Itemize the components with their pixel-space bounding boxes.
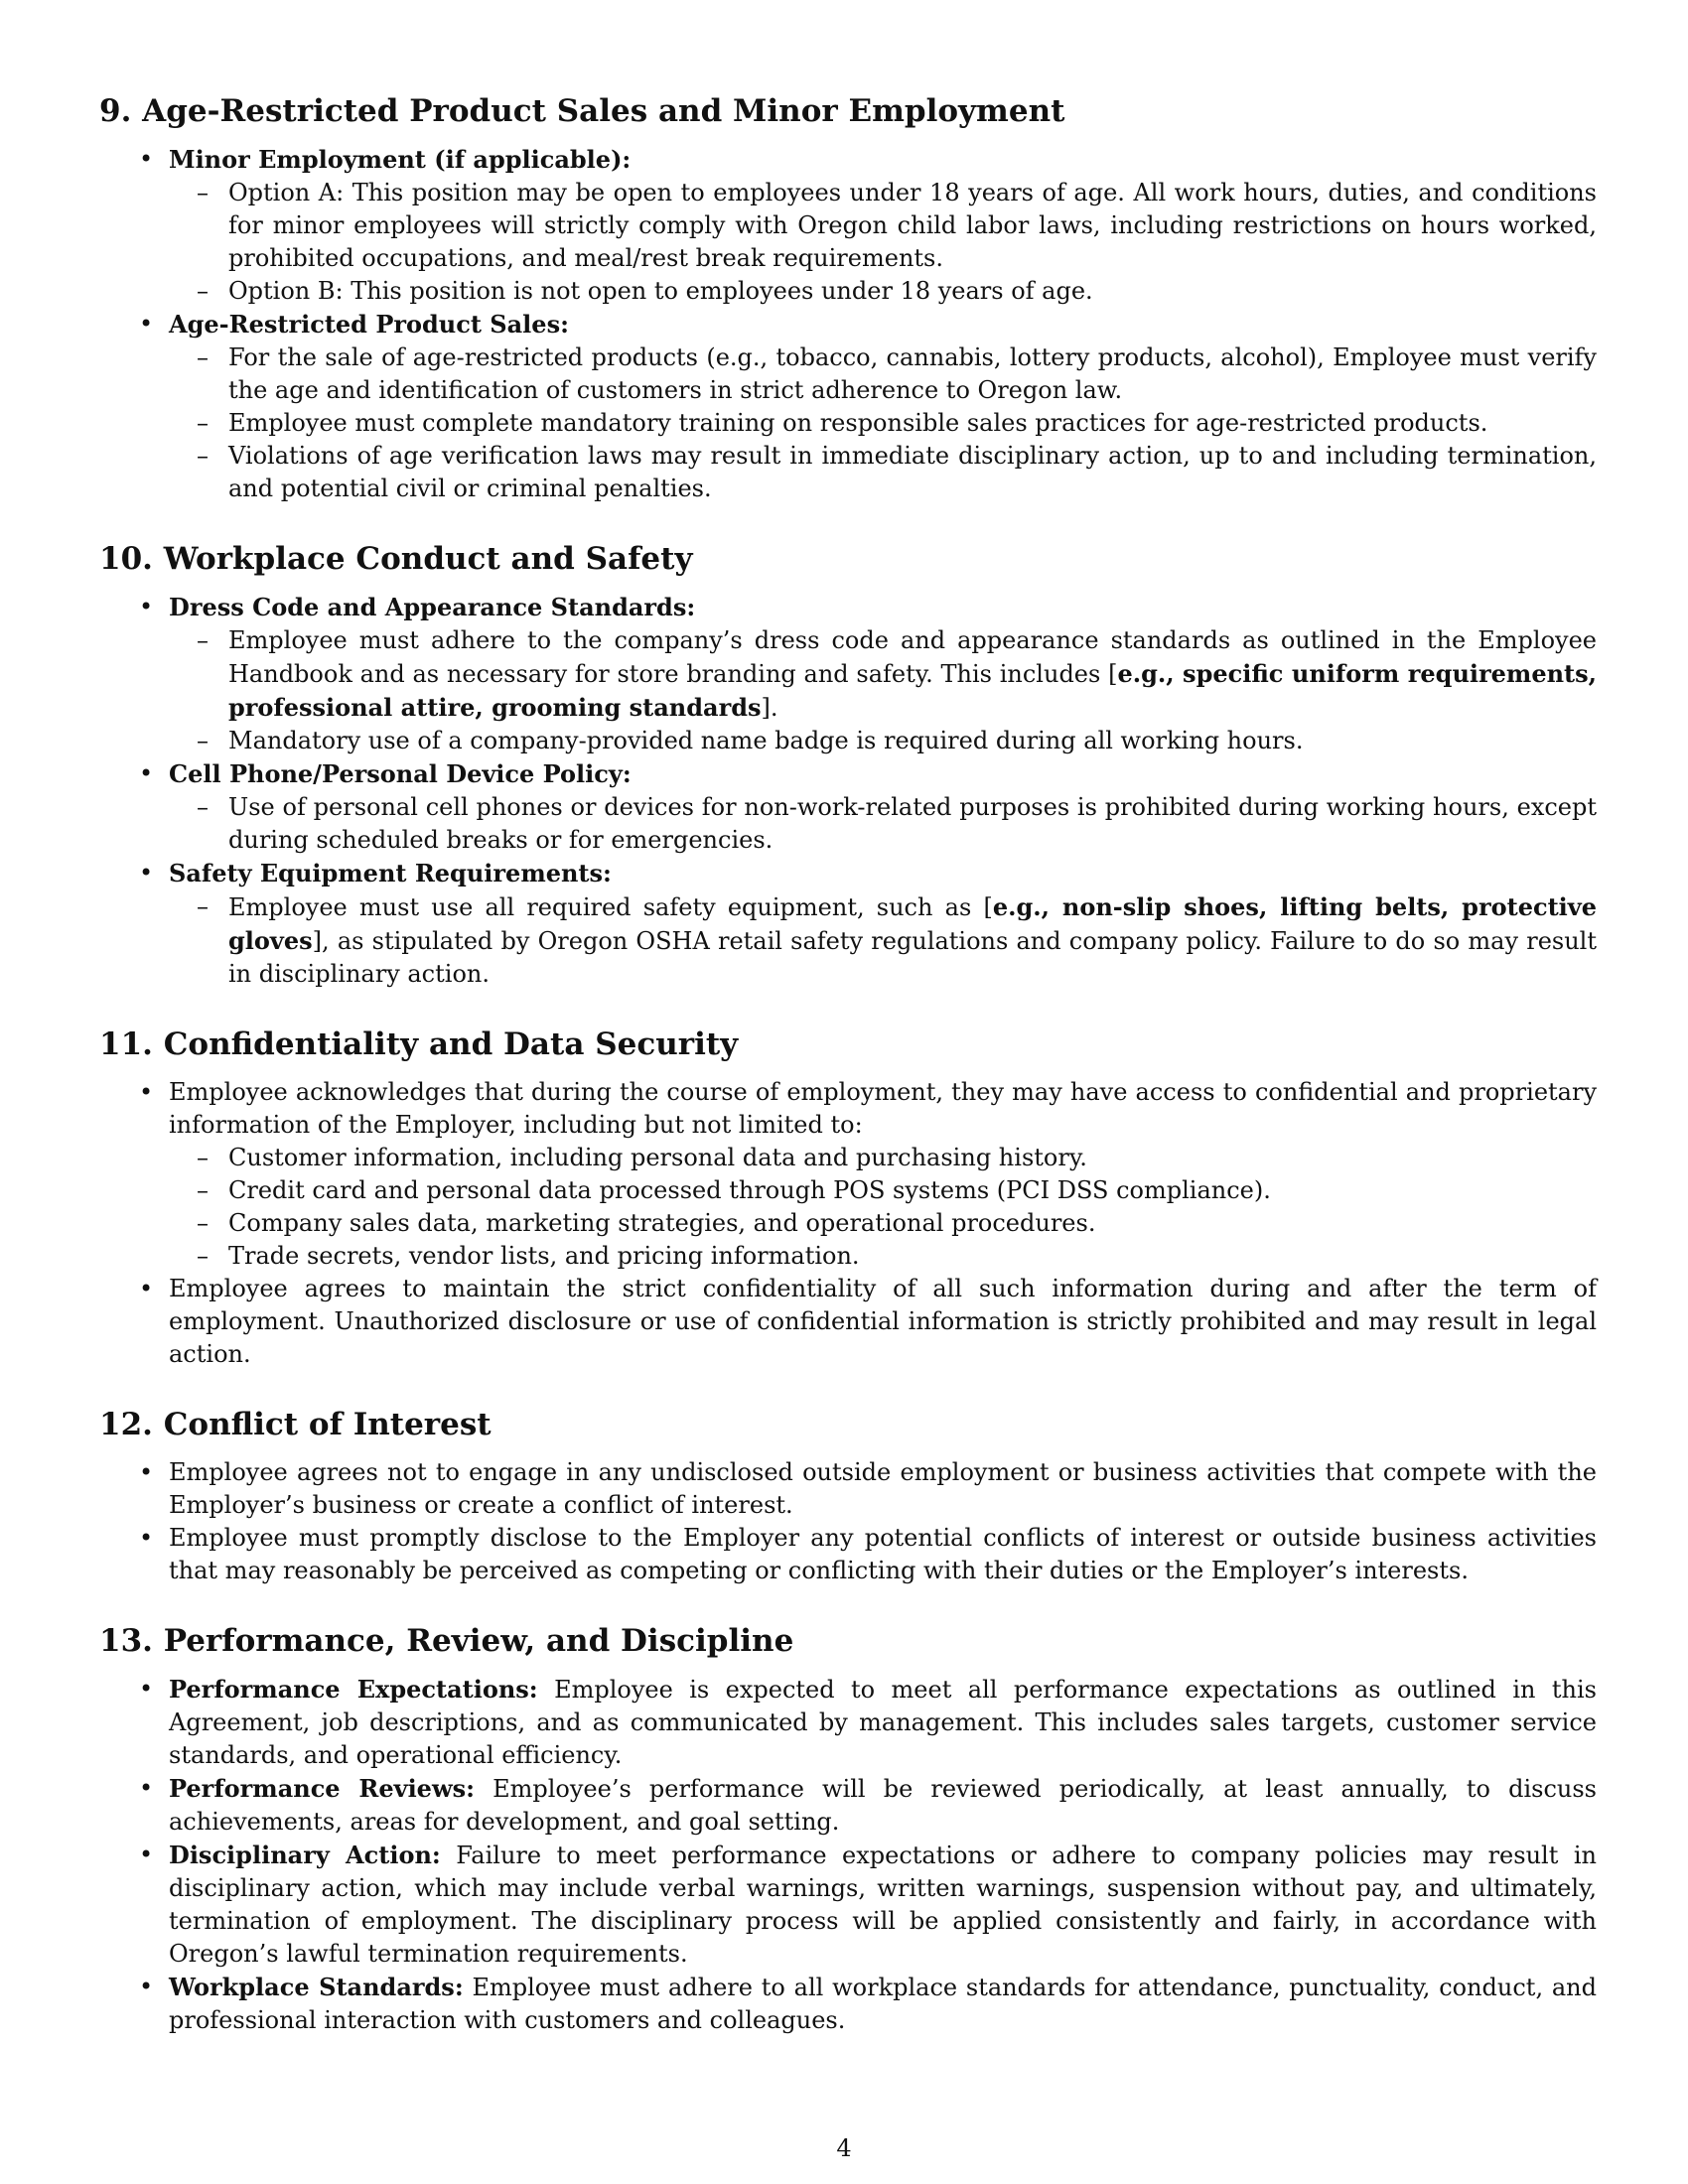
list-item — [169, 591, 1597, 757]
text-span: ], as stipulated by Oregon OSHA retail safety regulations and company policy. Failure to do so may result in disciplinary action. — [228, 927, 1597, 988]
item-label: Workplace Standards: — [169, 1973, 464, 2001]
section-12-list — [99, 1456, 1597, 1587]
section-13-heading: 13. Performance, Review, and Discipline — [99, 1623, 794, 1659]
sub-list — [169, 177, 1597, 308]
list-item — [169, 1076, 1597, 1273]
sub-list-item: – Customer information, including personal data and purchasing history. — [228, 1142, 1597, 1174]
sub-list — [169, 341, 1597, 505]
list-item — [169, 308, 1597, 505]
sub-list-item — [228, 624, 1597, 725]
item-label: Age-Restricted Product Sales: — [169, 310, 569, 339]
list-item: • Employee agrees not to engage in any undisclosed outside employment or business activities that compete with the Employer’s business or create a conflict of interest. — [169, 1456, 1597, 1522]
item-label: Performance Reviews: — [169, 1774, 475, 1803]
sub-list-item: – Employee must complete mandatory training on responsible sales practices for age-restricted products. — [228, 407, 1597, 440]
text-span: Employee must use all required safety equipment, such as [ — [228, 893, 993, 921]
intro-text: Employee acknowledges that during the course of employment, they may have access to confidential and proprietary information of the Employer, including but not limited to: — [169, 1078, 1597, 1139]
sub-list-item: – Trade secrets, vendor lists, and pricing information. — [228, 1240, 1597, 1273]
section-11-heading: 11. Confidentiality and Data Security — [99, 1026, 739, 1062]
list-item: • Employee agrees to maintain the strict confidentiality of all such information during and after the term of employment. Unauthorized disclosure or use of confidential information is strictly prohibited and may result in legal action. — [169, 1273, 1597, 1371]
item-text: Employee is expected to meet all performance expectations as outlined in this Agreement, job descriptions, and as communicated by management. This includes sales targets, customer service standards, and operational efficiency. — [169, 1676, 1597, 1769]
item-label: Safety Equipment Requirements: — [169, 859, 612, 887]
sub-list — [169, 791, 1597, 857]
item-text: Failure to meet performance expectations or adhere to company policies may result in disciplinary action, which may include verbal warnings, written warnings, suspension without pay, and ultimately, termination of employment. The disciplinary process will be applied consistently and fairly, in accordance with Oregon’s lawful termination requirements. — [169, 1842, 1597, 1968]
section-11-list — [99, 1076, 1597, 1371]
item-label: Dress Code and Appearance Standards: — [169, 593, 696, 621]
sub-list-item: – Credit card and personal data processed through POS systems (PCI DSS compliance). — [228, 1174, 1597, 1207]
sub-list-item: – Mandatory use of a company-provided name badge is required during all working hours. — [228, 725, 1597, 757]
sub-list-item — [228, 890, 1597, 991]
bold-placeholder: e.g., non-slip shoes, lifting belts, protective gloves — [228, 892, 1598, 955]
section-9 — [99, 91, 1597, 505]
section-13-list — [99, 1673, 1597, 2037]
section-11 — [99, 1024, 1597, 1371]
section-9-list — [99, 143, 1597, 505]
section-10-list — [99, 591, 1597, 991]
section-10 — [99, 539, 1597, 991]
item-label: Disciplinary Action: — [169, 1841, 441, 1869]
section-10-heading: 10. Workplace Conduct and Safety — [99, 541, 693, 577]
item-label: Minor Employment (if applicable): — [169, 145, 632, 174]
sub-list — [169, 624, 1597, 757]
text-span: ]. — [761, 694, 778, 722]
section-12 — [99, 1405, 1597, 1587]
text-span: Employee must adhere to the company’s dress code and appearance standards as outlined in the Employee Handbook and as necessary for store branding and safety. This includes [ — [228, 626, 1597, 688]
list-item — [169, 143, 1597, 308]
sub-list-item: – Option B: This position is not open to employees under 18 years of age. — [228, 275, 1597, 308]
sub-list-item: – Use of personal cell phones or devices for non-work-related purposes is prohibited during working hours, except during scheduled breaks or for emergencies. — [228, 791, 1597, 857]
list-item: • Employee must promptly disclose to the Employer any potential conflicts of interest or outside business activities that may reasonably be perceived as competing or conflicting with their duties or the Employer’s interests. — [169, 1522, 1597, 1587]
sub-list — [169, 1142, 1597, 1273]
section-9-heading: 9. Age-Restricted Product Sales and Minor Employment — [99, 93, 1065, 129]
document-page — [99, 91, 1597, 2071]
sub-list-item: – For the sale of age-restricted products (e.g., tobacco, cannabis, lottery products, alcohol), Employee must verify the age and identification of customers in strict adherence to Oregon law. — [228, 341, 1597, 407]
sub-list-item: – Company sales data, marketing strategies, and operational procedures. — [228, 1207, 1597, 1240]
list-item — [169, 1971, 1597, 2037]
section-13 — [99, 1621, 1597, 2037]
sub-list — [169, 890, 1597, 991]
item-label: Cell Phone/Personal Device Policy: — [169, 759, 632, 788]
item-text: Employee’s performance will be reviewed periodically, at least annually, to discuss achievements, areas for development, and goal setting. — [169, 1775, 1597, 1836]
bold-placeholder: e.g., specific uniform requirements, professional attire, grooming standards — [228, 659, 1597, 722]
list-item — [169, 757, 1597, 857]
item-text: Employee must adhere to all workplace standards for attendance, punctuality, conduct, and professional interaction with customers and colleagues. — [169, 1974, 1598, 2034]
list-item — [169, 1673, 1597, 1772]
section-12-heading: 12. Conflict of Interest — [99, 1407, 492, 1442]
sub-list-item: – Violations of age verification laws may result in immediate disciplinary action, up to and including termination, and potential civil or criminal penalties. — [228, 440, 1597, 505]
list-item — [169, 857, 1597, 991]
list-item — [169, 1839, 1597, 1971]
item-label: Performance Expectations: — [169, 1675, 538, 1704]
list-item — [169, 1772, 1597, 1839]
page-number: 4 — [836, 2134, 852, 2162]
sub-list-item: – Option A: This position may be open to employees under 18 years of age. All work hours, duties, and conditions for minor employees will strictly comply with Oregon child labor laws, including restrictions on hours worked, prohibited occupations, and meal/rest break requirements. — [228, 177, 1597, 275]
